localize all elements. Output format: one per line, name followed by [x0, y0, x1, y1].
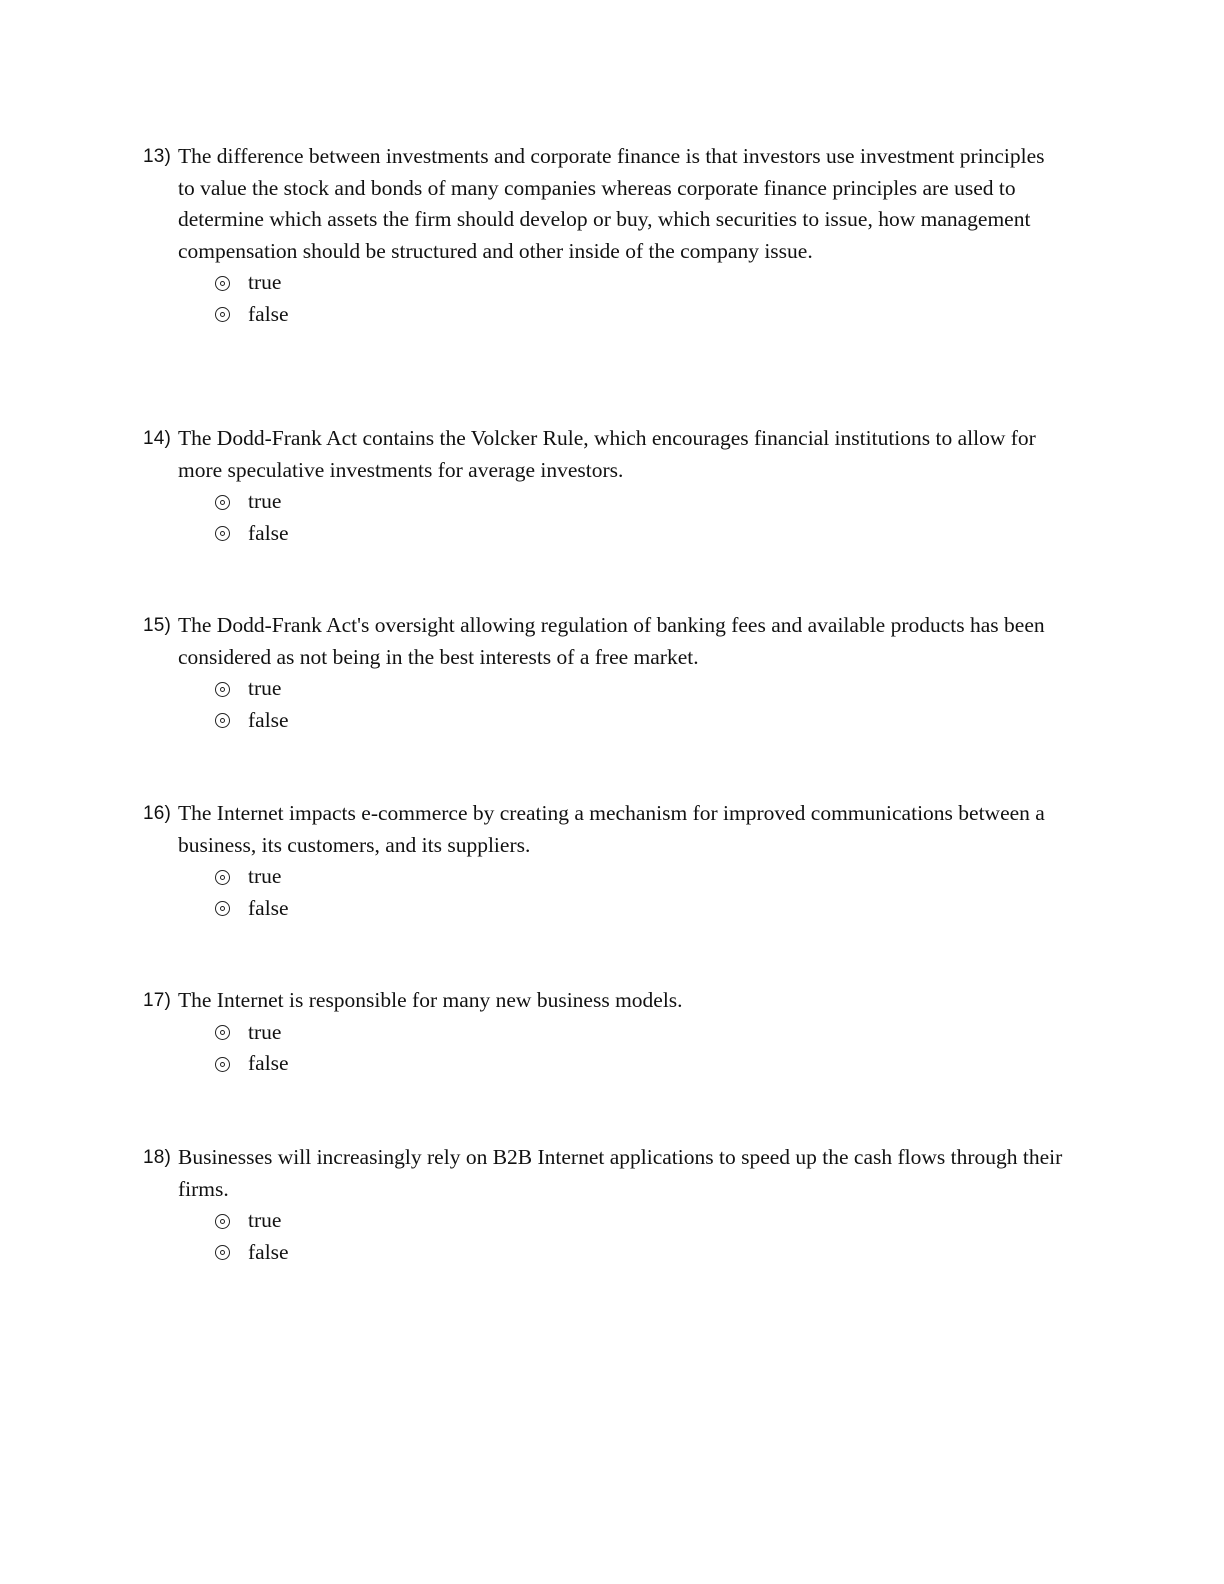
question-text: The Internet impacts e-commerce by creating a mechanism for improved communications between a business, its customers, and its suppliers. — [178, 801, 1045, 857]
radio-circle-icon[interactable] — [215, 713, 230, 728]
question-14 — [143, 423, 1063, 549]
question-number: 17) — [143, 990, 172, 1011]
option-false[interactable] — [215, 705, 1063, 737]
option-false[interactable] — [215, 893, 1063, 925]
question-text: The Dodd-Frank Act contains the Volcker Rule, which encourages financial institutions to allow for more speculative investments for average investors. — [178, 426, 1036, 482]
option-label: true — [248, 270, 282, 294]
option-label: false — [248, 520, 289, 545]
question-18 — [143, 1142, 1063, 1268]
option-label: true — [248, 1208, 282, 1232]
option-label: false — [248, 707, 289, 732]
option-label: true — [248, 864, 282, 888]
answer-options — [215, 267, 1063, 330]
radio-circle-icon[interactable] — [215, 1025, 230, 1040]
question-number: 18) — [143, 1147, 172, 1168]
option-label: false — [248, 301, 289, 326]
radio-circle-icon[interactable] — [215, 1214, 230, 1229]
radio-circle-icon[interactable] — [215, 1245, 230, 1260]
radio-circle-icon[interactable] — [215, 1057, 230, 1072]
radio-circle-icon[interactable] — [215, 870, 230, 885]
option-false[interactable] — [215, 1048, 1063, 1080]
option-label: false — [248, 895, 289, 920]
option-true[interactable] — [215, 673, 1063, 705]
question-text: The difference between investments and corporate finance is that investors use investment principles to value the stock and bonds of many companies whereas corporate finance principles are used to determine which assets the firm should develop or buy, which securities to issue, how management compensation should be structured and other inside of the company issue. — [178, 144, 1045, 263]
radio-circle-icon[interactable] — [215, 307, 230, 322]
option-label: true — [248, 489, 282, 513]
question-text: Businesses will increasingly rely on B2B Internet applications to speed up the cash flows through their firms. — [178, 1145, 1063, 1201]
option-label: true — [248, 1019, 282, 1044]
question-number: 14) — [143, 428, 172, 449]
answer-options — [215, 673, 1063, 736]
answer-options — [215, 486, 1063, 549]
answer-options — [215, 861, 1063, 924]
question-text: The Dodd-Frank Act's oversight allowing regulation of banking fees and available products has been considered as not being in the best interests of a free market. — [178, 613, 1045, 669]
option-label: false — [248, 1051, 289, 1075]
question-16 — [143, 798, 1063, 924]
option-false[interactable] — [215, 1237, 1063, 1269]
answer-options — [215, 1017, 1063, 1080]
radio-circle-icon[interactable] — [215, 682, 230, 697]
radio-circle-icon[interactable] — [215, 276, 230, 291]
question-text: The Internet is responsible for many new business models. — [178, 988, 683, 1012]
option-true[interactable] — [215, 861, 1063, 893]
option-false[interactable] — [215, 518, 1063, 550]
radio-circle-icon[interactable] — [215, 901, 230, 916]
question-number: 15) — [143, 615, 172, 636]
question-15 — [143, 610, 1063, 736]
question-number: 13) — [143, 146, 172, 167]
option-true[interactable] — [215, 1017, 1063, 1049]
option-true[interactable] — [215, 267, 1063, 299]
radio-circle-icon[interactable] — [215, 495, 230, 510]
option-label: false — [248, 1239, 289, 1264]
option-label: true — [248, 676, 282, 700]
option-false[interactable] — [215, 299, 1063, 331]
answer-options — [215, 1205, 1063, 1268]
question-13 — [143, 141, 1063, 330]
question-number: 16) — [143, 803, 172, 824]
question-17 — [143, 985, 1063, 1080]
radio-circle-icon[interactable] — [215, 526, 230, 541]
option-true[interactable] — [215, 1205, 1063, 1237]
option-true[interactable] — [215, 486, 1063, 518]
